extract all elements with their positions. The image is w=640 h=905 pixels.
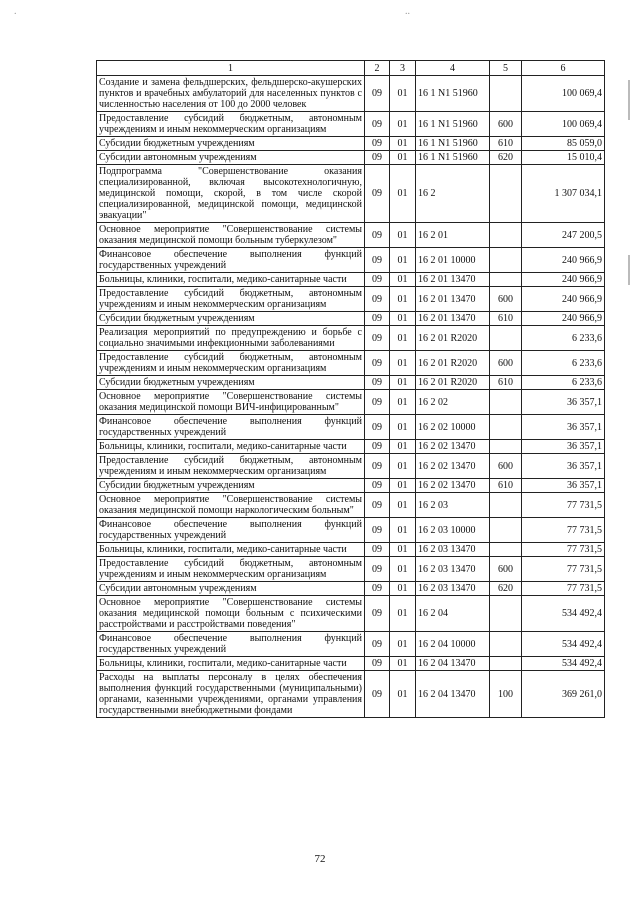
subsection-code: 01 [390, 557, 416, 582]
section-code: 09 [365, 223, 390, 248]
target-article-code: 16 2 01 R2020 [416, 376, 490, 390]
subsection-code: 01 [390, 454, 416, 479]
target-article-code: 16 2 04 [416, 596, 490, 632]
subsection-code: 01 [390, 543, 416, 557]
subsection-code: 01 [390, 657, 416, 671]
expense-type-code [490, 518, 522, 543]
column-header: 4 [416, 61, 490, 76]
table-row [97, 493, 605, 518]
target-article-code: 16 1 N1 51960 [416, 76, 490, 112]
amount: 36 357,1 [522, 390, 605, 415]
expense-type-code [490, 596, 522, 632]
row-name: Основное мероприятие "Совершенствование системы оказания медицинской помощи наркологическим больным" [97, 493, 365, 518]
expense-type-code [490, 390, 522, 415]
row-name: Предоставление субсидий бюджетным, автономным учреждениям и иным некоммерческим организациям [97, 557, 365, 582]
column-header: 6 [522, 61, 605, 76]
row-name: Создание и замена фельдшерских, фельдшерско-акушерских пунктов и врачебных амбулаторий для населенных пунктов с численностью населения от 100 до 2000 человек [97, 76, 365, 112]
row-name: Финансовое обеспечение выполнения функций государственных учреждений [97, 248, 365, 273]
subsection-code: 01 [390, 273, 416, 287]
target-article-code: 16 2 04 10000 [416, 632, 490, 657]
amount: 240 966,9 [522, 248, 605, 273]
section-code: 09 [365, 312, 390, 326]
table-row [97, 671, 605, 718]
row-name: Субсидии бюджетным учреждениям [97, 312, 365, 326]
table-row [97, 479, 605, 493]
section-code: 09 [365, 351, 390, 376]
expense-type-code: 100 [490, 671, 522, 718]
subsection-code: 01 [390, 287, 416, 312]
amount: 369 261,0 [522, 671, 605, 718]
table-row [97, 543, 605, 557]
table-row [97, 112, 605, 137]
row-name: Субсидии бюджетным учреждениям [97, 137, 365, 151]
expense-type-code [490, 657, 522, 671]
target-article-code: 16 2 03 [416, 493, 490, 518]
subsection-code: 01 [390, 165, 416, 223]
table-row [97, 273, 605, 287]
row-name: Больницы, клиники, госпитали, медико-санитарные части [97, 543, 365, 557]
expense-type-code: 610 [490, 479, 522, 493]
subsection-code: 01 [390, 76, 416, 112]
target-article-code: 16 2 01 R2020 [416, 351, 490, 376]
row-name: Основное мероприятие "Совершенствование системы оказания медицинской помощи больным туберкулезом" [97, 223, 365, 248]
section-code: 09 [365, 479, 390, 493]
expense-type-code [490, 440, 522, 454]
row-name: Больницы, клиники, госпитали, медико-санитарные части [97, 657, 365, 671]
section-code: 09 [365, 440, 390, 454]
expense-type-code: 600 [490, 454, 522, 479]
target-article-code: 16 2 01 13470 [416, 287, 490, 312]
target-article-code: 16 2 03 13470 [416, 557, 490, 582]
row-name: Подпрограмма "Совершенствование оказания специализированной, включая высокотехнологичную, медицинской помощи, скорой, в том числе скорой специализированной, медицинской помощи, медицинской эвакуации" [97, 165, 365, 223]
target-article-code: 16 2 01 R2020 [416, 326, 490, 351]
scan-mark-top: .. [405, 6, 410, 17]
amount: 36 357,1 [522, 415, 605, 440]
subsection-code: 01 [390, 582, 416, 596]
page-number: 72 [314, 853, 326, 865]
subsection-code: 01 [390, 671, 416, 718]
section-code: 09 [365, 518, 390, 543]
section-code: 09 [365, 657, 390, 671]
subsection-code: 01 [390, 151, 416, 165]
column-header: 1 [97, 61, 365, 76]
subsection-code: 01 [390, 223, 416, 248]
row-name: Финансовое обеспечение выполнения функций государственных учреждений [97, 518, 365, 543]
section-code: 09 [365, 390, 390, 415]
target-article-code: 16 2 02 10000 [416, 415, 490, 440]
section-code: 09 [365, 376, 390, 390]
row-name: Финансовое обеспечение выполнения функций государственных учреждений [97, 632, 365, 657]
section-code: 09 [365, 582, 390, 596]
table-row [97, 557, 605, 582]
row-name: Субсидии автономным учреждениям [97, 151, 365, 165]
target-article-code: 16 1 N1 51960 [416, 112, 490, 137]
expense-type-code [490, 248, 522, 273]
target-article-code: 16 2 01 13470 [416, 312, 490, 326]
amount: 534 492,4 [522, 657, 605, 671]
amount: 100 069,4 [522, 112, 605, 137]
subsection-code: 01 [390, 596, 416, 632]
target-article-code: 16 2 [416, 165, 490, 223]
table-row [97, 454, 605, 479]
target-article-code: 16 2 02 13470 [416, 440, 490, 454]
row-name: Предоставление субсидий бюджетным, автономным учреждениям и иным некоммерческим организациям [97, 287, 365, 312]
table-row [97, 351, 605, 376]
expense-type-code: 600 [490, 351, 522, 376]
section-code: 09 [365, 671, 390, 718]
amount: 1 307 034,1 [522, 165, 605, 223]
row-name: Предоставление субсидий бюджетным, автономным учреждениям и иным некоммерческим организациям [97, 454, 365, 479]
amount: 36 357,1 [522, 440, 605, 454]
expense-type-code: 610 [490, 312, 522, 326]
subsection-code: 01 [390, 351, 416, 376]
expense-type-code: 610 [490, 376, 522, 390]
section-code: 09 [365, 287, 390, 312]
amount: 77 731,5 [522, 557, 605, 582]
table-row [97, 248, 605, 273]
table-row [97, 165, 605, 223]
amount: 85 059,0 [522, 137, 605, 151]
target-article-code: 16 2 03 13470 [416, 582, 490, 596]
amount: 36 357,1 [522, 479, 605, 493]
expense-type-code: 600 [490, 287, 522, 312]
target-article-code: 16 2 03 10000 [416, 518, 490, 543]
amount: 240 966,9 [522, 287, 605, 312]
row-name: Больницы, клиники, госпитали, медико-санитарные части [97, 440, 365, 454]
expense-type-code: 600 [490, 112, 522, 137]
expense-type-code [490, 493, 522, 518]
amount: 247 200,5 [522, 223, 605, 248]
row-name: Основное мероприятие "Совершенствование системы оказания медицинской помощи ВИЧ-инфицированным" [97, 390, 365, 415]
section-code: 09 [365, 454, 390, 479]
target-article-code: 16 1 N1 51960 [416, 137, 490, 151]
subsection-code: 01 [390, 112, 416, 137]
table-body [97, 76, 605, 718]
amount: 36 357,1 [522, 454, 605, 479]
target-article-code: 16 1 N1 51960 [416, 151, 490, 165]
amount: 534 492,4 [522, 632, 605, 657]
amount: 534 492,4 [522, 596, 605, 632]
amount: 240 966,9 [522, 312, 605, 326]
subsection-code: 01 [390, 376, 416, 390]
row-name: Предоставление субсидий бюджетным, автономным учреждениям и иным некоммерческим организациям [97, 112, 365, 137]
amount: 77 731,5 [522, 582, 605, 596]
row-name: Субсидии бюджетным учреждениям [97, 479, 365, 493]
table-row [97, 326, 605, 351]
table-row [97, 518, 605, 543]
table-row [97, 151, 605, 165]
table-row [97, 137, 605, 151]
expense-type-code [490, 632, 522, 657]
table-row [97, 632, 605, 657]
target-article-code: 16 2 04 13470 [416, 671, 490, 718]
subsection-code: 01 [390, 326, 416, 351]
expense-type-code: 620 [490, 151, 522, 165]
subsection-code: 01 [390, 632, 416, 657]
table-row [97, 582, 605, 596]
row-name: Основное мероприятие "Совершенствование системы оказания медицинской помощи больным с психическими расстройствами и расстройствами поведения" [97, 596, 365, 632]
row-name: Финансовое обеспечение выполнения функций государственных учреждений [97, 415, 365, 440]
amount: 100 069,4 [522, 76, 605, 112]
expense-type-code [490, 543, 522, 557]
table-header-row [97, 61, 605, 76]
scan-mark-left: . [14, 6, 17, 17]
subsection-code: 01 [390, 390, 416, 415]
section-code: 09 [365, 112, 390, 137]
row-name: Субсидии бюджетным учреждениям [97, 376, 365, 390]
table-row [97, 390, 605, 415]
target-article-code: 16 2 04 13470 [416, 657, 490, 671]
subsection-code: 01 [390, 137, 416, 151]
section-code: 09 [365, 151, 390, 165]
target-article-code: 16 2 03 13470 [416, 543, 490, 557]
column-header: 2 [365, 61, 390, 76]
row-name: Субсидии автономным учреждениям [97, 582, 365, 596]
column-header: 5 [490, 61, 522, 76]
section-code: 09 [365, 76, 390, 112]
amount: 15 010,4 [522, 151, 605, 165]
column-header: 3 [390, 61, 416, 76]
target-article-code: 16 2 01 13470 [416, 273, 490, 287]
section-code: 09 [365, 326, 390, 351]
expense-type-code [490, 223, 522, 248]
table-row [97, 376, 605, 390]
table-row [97, 596, 605, 632]
section-code: 09 [365, 543, 390, 557]
amount: 6 233,6 [522, 326, 605, 351]
amount: 240 966,9 [522, 273, 605, 287]
section-code: 09 [365, 632, 390, 657]
section-code: 09 [365, 415, 390, 440]
row-name: Больницы, клиники, госпитали, медико-санитарные части [97, 273, 365, 287]
section-code: 09 [365, 273, 390, 287]
target-article-code: 16 2 02 13470 [416, 479, 490, 493]
table-row [97, 312, 605, 326]
subsection-code: 01 [390, 312, 416, 326]
subsection-code: 01 [390, 493, 416, 518]
amount: 6 233,6 [522, 351, 605, 376]
scan-edge-mark [628, 255, 630, 285]
subsection-code: 01 [390, 415, 416, 440]
table-row [97, 223, 605, 248]
expense-type-code [490, 76, 522, 112]
target-article-code: 16 2 02 [416, 390, 490, 415]
section-code: 09 [365, 137, 390, 151]
subsection-code: 01 [390, 440, 416, 454]
amount: 77 731,5 [522, 518, 605, 543]
section-code: 09 [365, 557, 390, 582]
table-row [97, 76, 605, 112]
subsection-code: 01 [390, 479, 416, 493]
section-code: 09 [365, 493, 390, 518]
amount: 77 731,5 [522, 493, 605, 518]
expense-type-code: 620 [490, 582, 522, 596]
table-row [97, 657, 605, 671]
expense-type-code: 600 [490, 557, 522, 582]
expense-type-code [490, 415, 522, 440]
section-code: 09 [365, 165, 390, 223]
table-row [97, 415, 605, 440]
row-name: Расходы на выплаты персоналу в целях обеспечения выполнения функций государственными (муниципальными) органами, казенными учреждениями, органами управления государственными внебюджетными фондами [97, 671, 365, 718]
target-article-code: 16 2 01 [416, 223, 490, 248]
amount: 77 731,5 [522, 543, 605, 557]
subsection-code: 01 [390, 518, 416, 543]
expense-type-code [490, 165, 522, 223]
expense-type-code: 610 [490, 137, 522, 151]
subsection-code: 01 [390, 248, 416, 273]
expense-type-code [490, 326, 522, 351]
target-article-code: 16 2 02 13470 [416, 454, 490, 479]
row-name: Реализация мероприятий по предупреждению и борьбе с социально значимыми инфекционными заболеваниями [97, 326, 365, 351]
table-row [97, 287, 605, 312]
scan-edge-mark [628, 80, 630, 120]
section-code: 09 [365, 248, 390, 273]
row-name: Предоставление субсидий бюджетным, автономным учреждениям и иным некоммерческим организациям [97, 351, 365, 376]
expense-type-code [490, 273, 522, 287]
budget-table [96, 60, 605, 718]
section-code: 09 [365, 596, 390, 632]
table-row [97, 440, 605, 454]
amount: 6 233,6 [522, 376, 605, 390]
target-article-code: 16 2 01 10000 [416, 248, 490, 273]
